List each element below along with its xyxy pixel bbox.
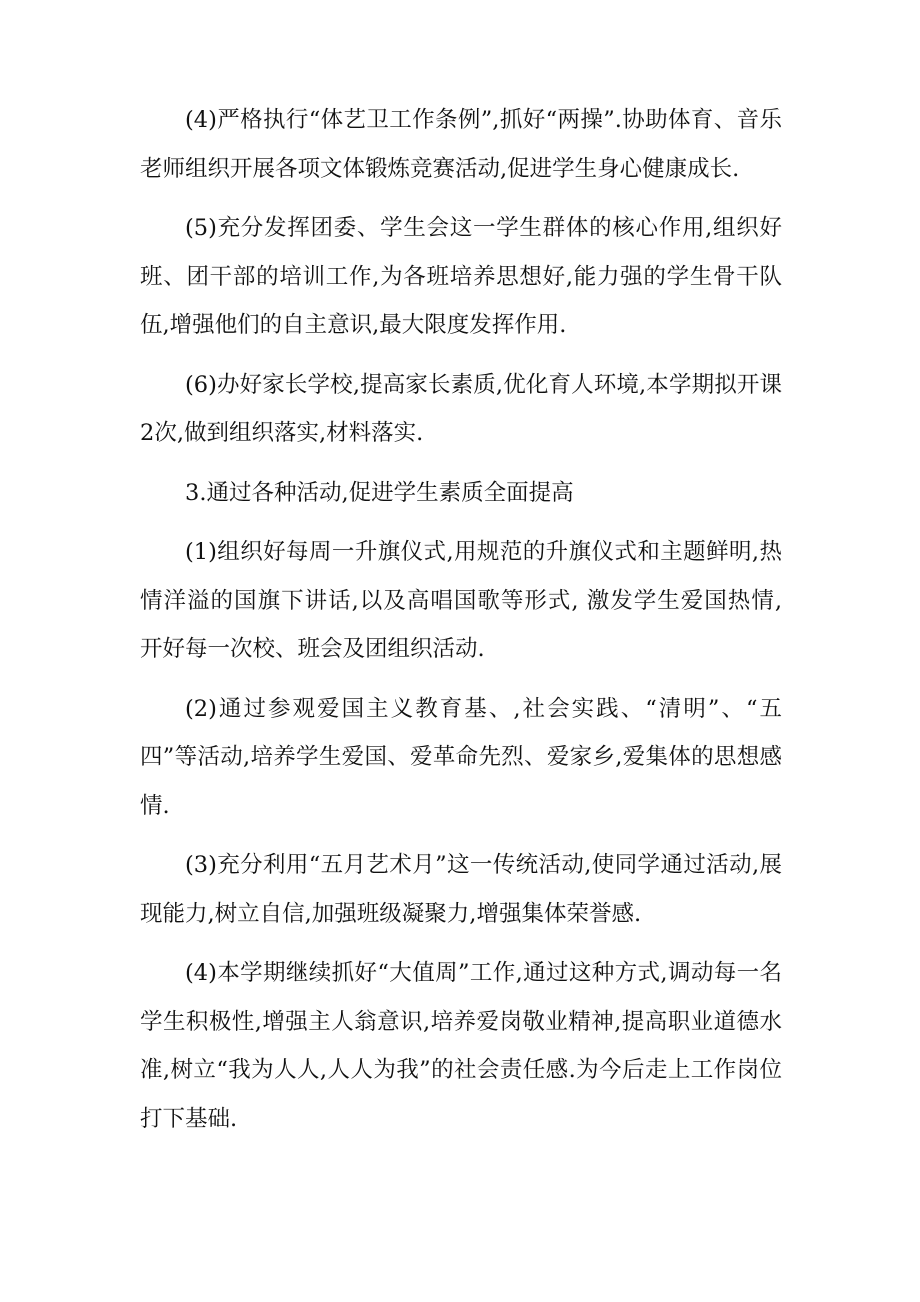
document-body	[140, 96, 782, 1143]
paragraph-3-art-month: (3)充分利用“五月艺术月”这一传统活动,使同学通过活动,展现能力,树立自信,加强班级凝聚力,增强集体荣誉感.	[140, 852, 782, 927]
paragraph-6-parent-school: (6)办好家长学校,提高家长素质,优化育人环境,本学期拟开课2次,做到组织落实,材料落实.	[140, 371, 782, 446]
paragraph-2-patriotic-education: (2)通过参观爱国主义教育基、,社会实践、“清明”、“五四”等活动,培养学生爱国、爱革命先烈、爱家乡,爱集体的思想感情.	[140, 695, 782, 819]
paragraph-5-youth-league: (5)充分发挥团委、学生会这一学生群体的核心作用,组织好班、团干部的培训工作,为各班培养思想好,能力强的学生骨干队伍,增强他们的自主意识,最大限度发挥作用.	[140, 215, 782, 338]
paragraph-1-flag-ceremony: (1)组织好每周一升旗仪式,用规范的升旗仪式和主题鲜明,热情洋溢的国旗下讲话,以及高唱国歌等形式, 激发学生爱国热情, 开好每一次校、班会及团组织活动.	[140, 539, 782, 662]
paragraph-4-duty-week: (4)本学期继续抓好“大值周”工作,通过这种方式,调动每一名学生积极性,增强主人翁意识,培养爱岗敬业精神,提高职业道德水准,树立“我为人人,人人为我”的社会责任感.为今后走上工作岗位打下基础.	[140, 960, 782, 1132]
paragraph-4-sports-art-health: (4)严格执行“体艺卫工作条例”,抓好“两操”.协助体育、音乐老师组织开展各项文体锻炼竞赛活动,促进学生身心健康成长.	[140, 107, 782, 182]
section-heading-activities: 3.通过各种活动,促进学生素质全面提高	[185, 479, 574, 506]
